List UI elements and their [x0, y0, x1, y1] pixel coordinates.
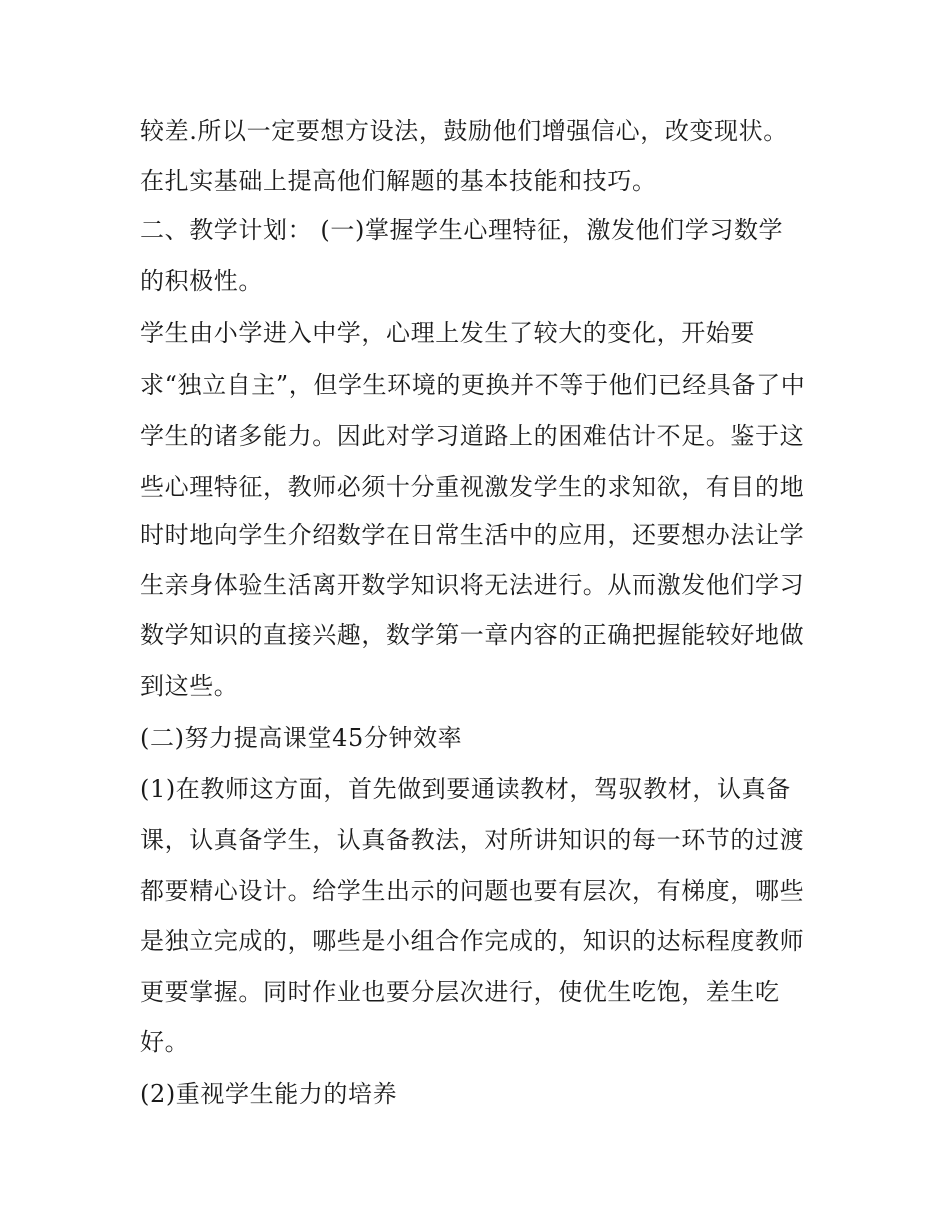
- text-line: 二、教学计划： (一)掌握学生心理特征，激发他们学习数学: [140, 216, 784, 244]
- text-line: 求“独立自主”，但学生环境的更换并不等于他们已经具备了中: [140, 371, 806, 399]
- text-line: 生亲身体验生活离开数学知识将无法进行。从而激发他们学习: [140, 571, 805, 599]
- section-heading: (2)重视学生能力的培养: [140, 1080, 398, 1108]
- text-line: 到这些。: [140, 672, 239, 700]
- text-line: 课，认真备学生，认真备教法，对所讲知识的每一环节的过渡: [140, 826, 805, 854]
- section-heading: (二)努力提高课堂45分钟效率: [140, 724, 463, 752]
- text-line: 好。: [140, 1028, 190, 1056]
- text-line: 在扎实基础上提高他们解题的基本技能和技巧。: [140, 167, 657, 195]
- text-line: 学生由小学进入中学，心理上发生了较大的变化，开始要: [140, 319, 755, 347]
- text-line: 都要精心设计。给学生出示的问题也要有层次，有梯度，哪些: [140, 877, 805, 905]
- text-line: 些心理特征，教师必须十分重视激发学生的求知欲，有目的地: [140, 473, 805, 501]
- text-line: 学生的诸多能力。因此对学习道路上的困难估计不足。鉴于这: [140, 422, 805, 450]
- text-line: 时时地向学生介绍数学在日常生活中的应用，还要想办法让学: [140, 521, 805, 549]
- text-line: 是独立完成的，哪些是小组合作完成的，知识的达标程度教师: [140, 927, 805, 955]
- text-line: (1)在教师这方面，首先做到要通读教材，驾驭教材，认真备: [140, 775, 791, 803]
- text-line: 较差.所以一定要想方设法，鼓励他们增强信心，改变现状。: [140, 117, 788, 145]
- text-line: 更要掌握。同时作业也要分层次进行，使优生吃饱，差生吃: [140, 978, 780, 1006]
- text-line: 数学知识的直接兴趣，数学第一章内容的正确把握能较好地做: [140, 621, 805, 649]
- text-line: 的积极性。: [140, 267, 263, 295]
